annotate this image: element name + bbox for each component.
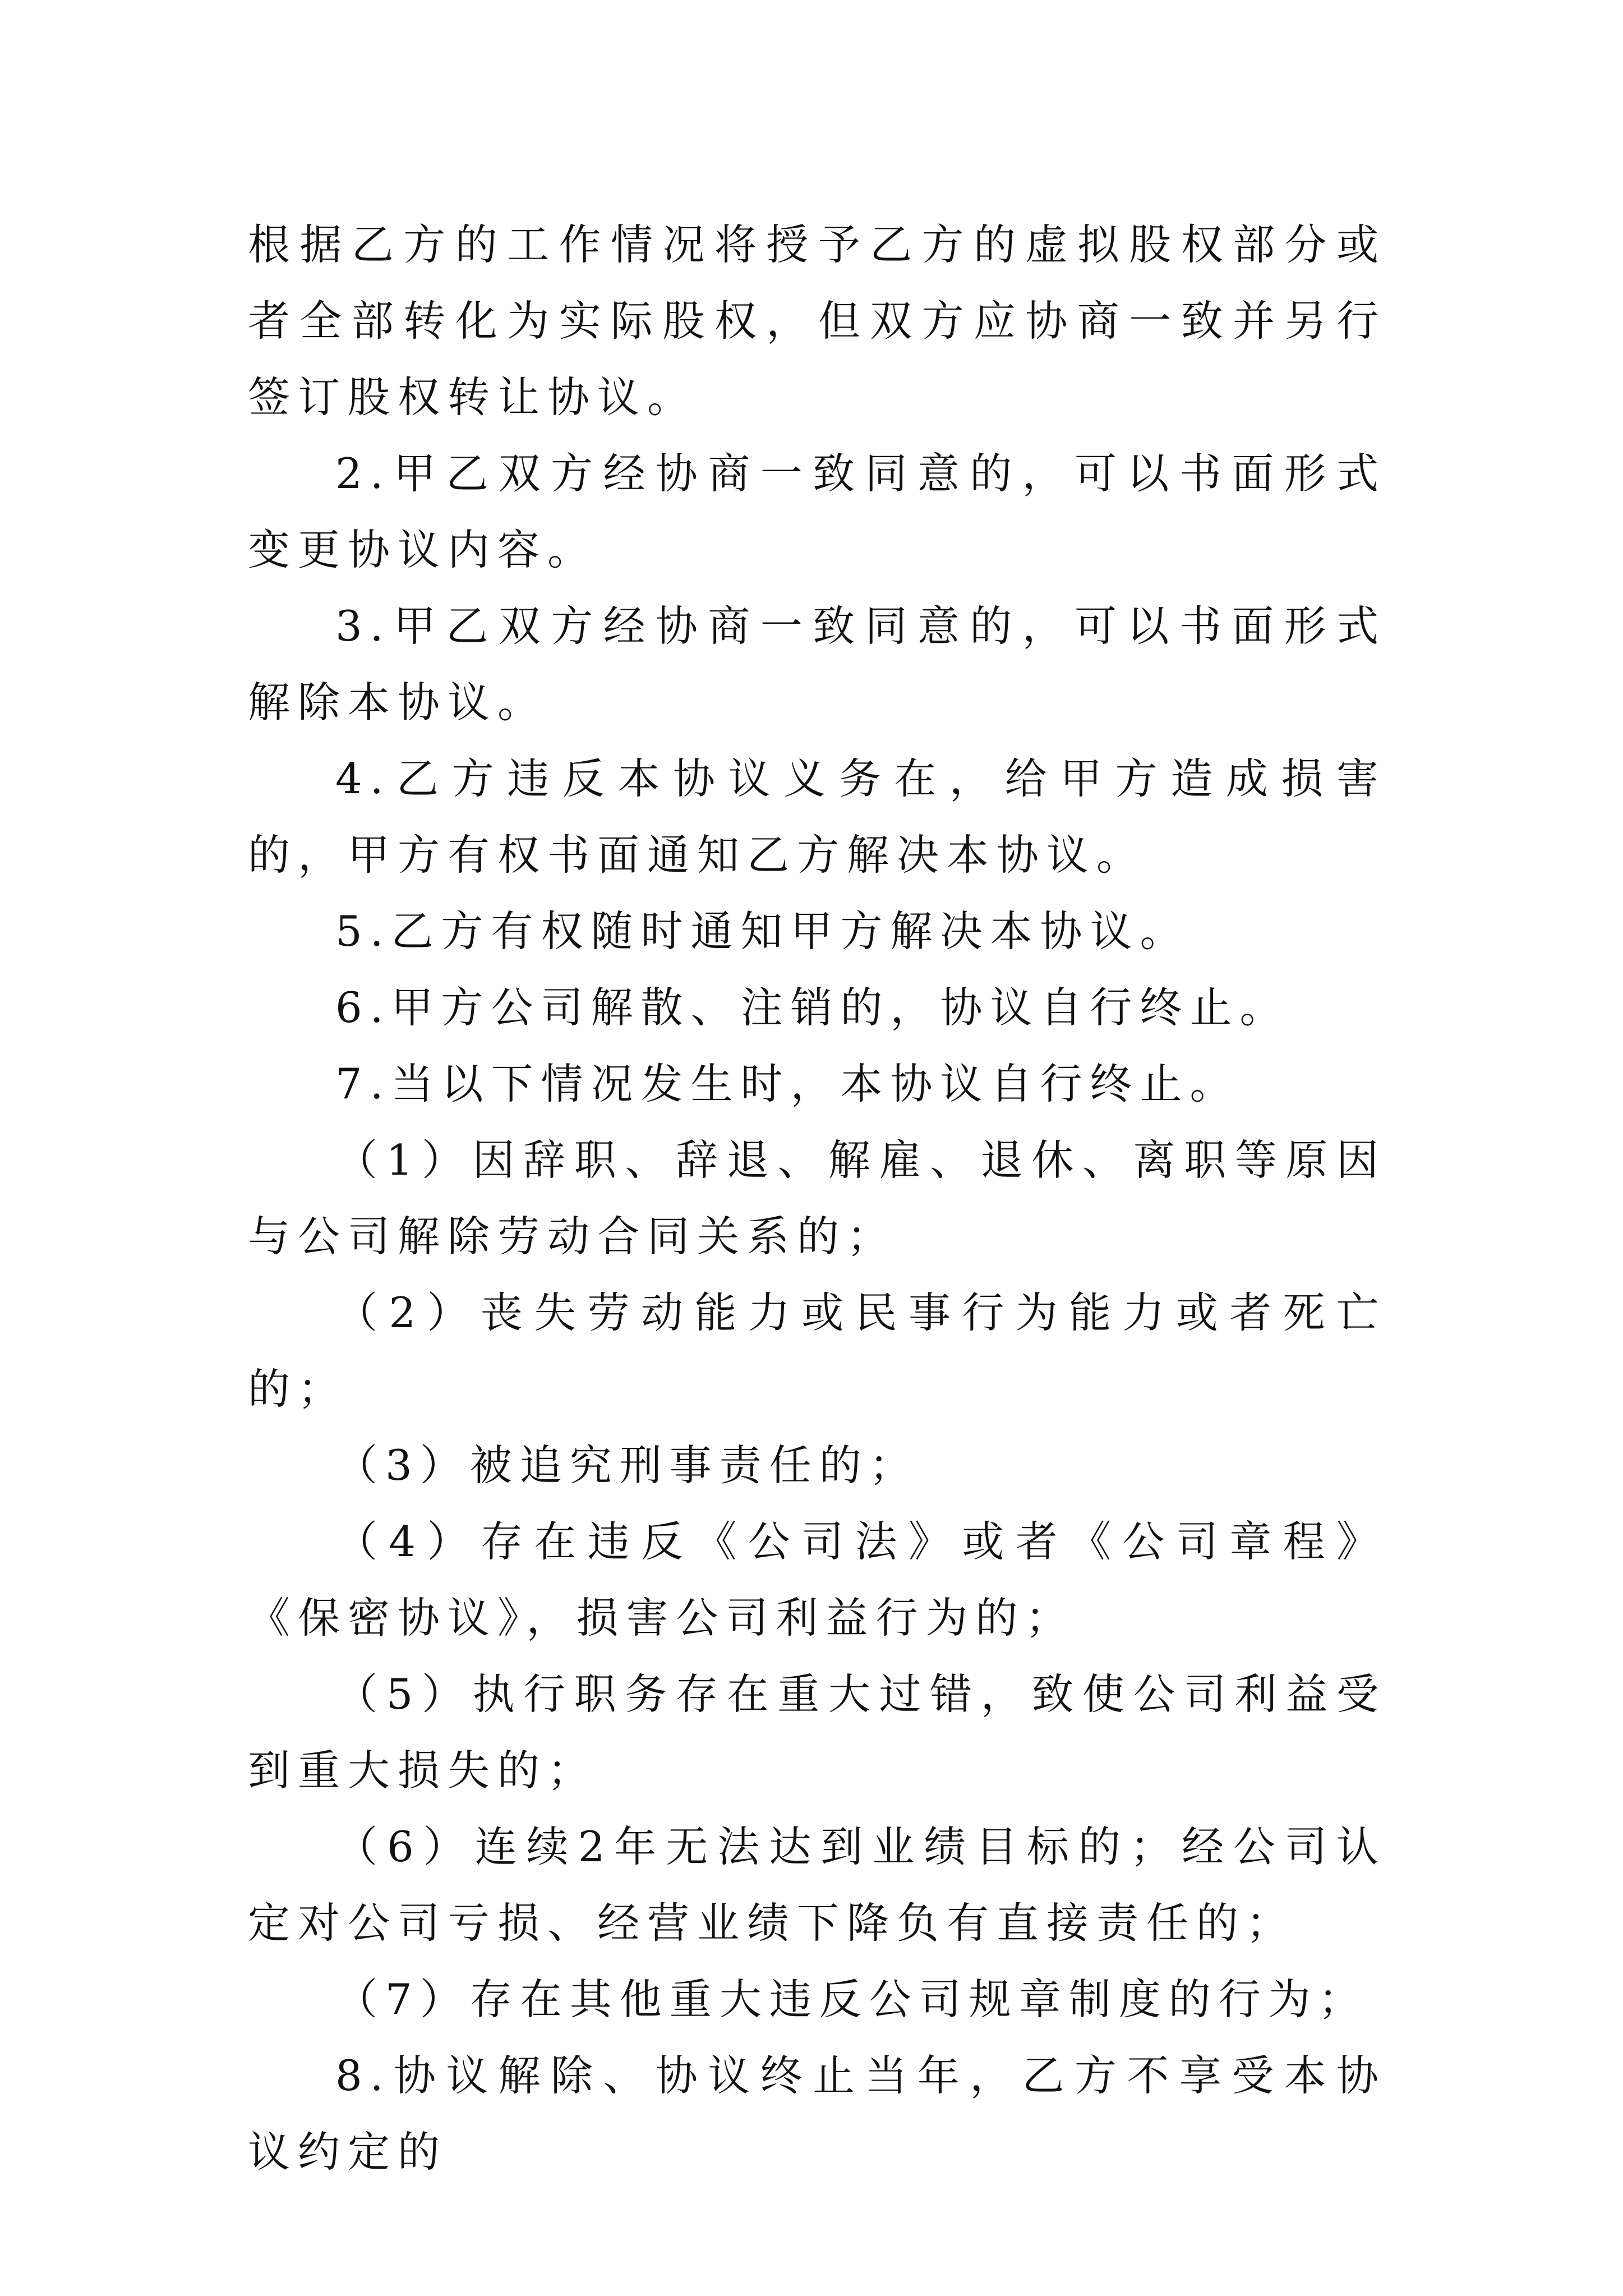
paragraph-clause-3: 3.甲乙双方经协商一致同意的，可以书面形式解除本协议。	[248, 601, 1386, 727]
paragraph-item-7: （7）存在其他重大违反公司规章制度的行为；	[335, 1975, 1368, 2024]
document-page	[248, 206, 1386, 2190]
paragraph-item-1: （1）因辞职、辞退、解雇、退休、离职等原因与公司解除劳动合同关系的；	[248, 1135, 1386, 1261]
paragraph-clause-5: 5.乙方有权随时通知甲方解决本协议。	[335, 907, 1190, 956]
paragraph-item-4: （4）存在违反《公司法》或者《公司章程》《保密协议》，损害公司利益行为的；	[248, 1517, 1386, 1642]
paragraph-item-6: （6）连续2年无法达到业绩目标的；经公司认定对公司亏损、经营业绩下降负有直接责任的；	[248, 1822, 1386, 1948]
paragraph-continuation: 根据乙方的工作情况将授予乙方的虚拟股权部分或者全部转化为实际股权，但双方应协商一致并另行签订股权转让协议。	[248, 220, 1386, 422]
paragraph-clause-6: 6.甲方公司解散、注销的，协议自行终止。	[335, 983, 1290, 1032]
paragraph-clause-2: 2.甲乙双方经协商一致同意的，可以书面形式变更协议内容。	[248, 449, 1386, 574]
paragraph-item-5: （5）执行职务存在重大过错，致使公司利益受到重大损失的；	[248, 1669, 1386, 1795]
paragraph-item-2: （2）丧失劳动能力或民事行为能力或者死亡的；	[248, 1288, 1386, 1414]
paragraph-clause-7: 7.当以下情况发生时，本协议自行终止。	[335, 1059, 1240, 1108]
paragraph-item-3: （3）被追究刑事责任的；	[335, 1441, 919, 1490]
paragraph-clause-4: 4.乙方违反本协议义务在，给甲方造成损害的，甲方有权书面通知乙方解决本协议。	[248, 754, 1386, 880]
paragraph-clause-8: 8.协议解除、协议终止当年，乙方不享受本协议约定的	[248, 2051, 1386, 2177]
